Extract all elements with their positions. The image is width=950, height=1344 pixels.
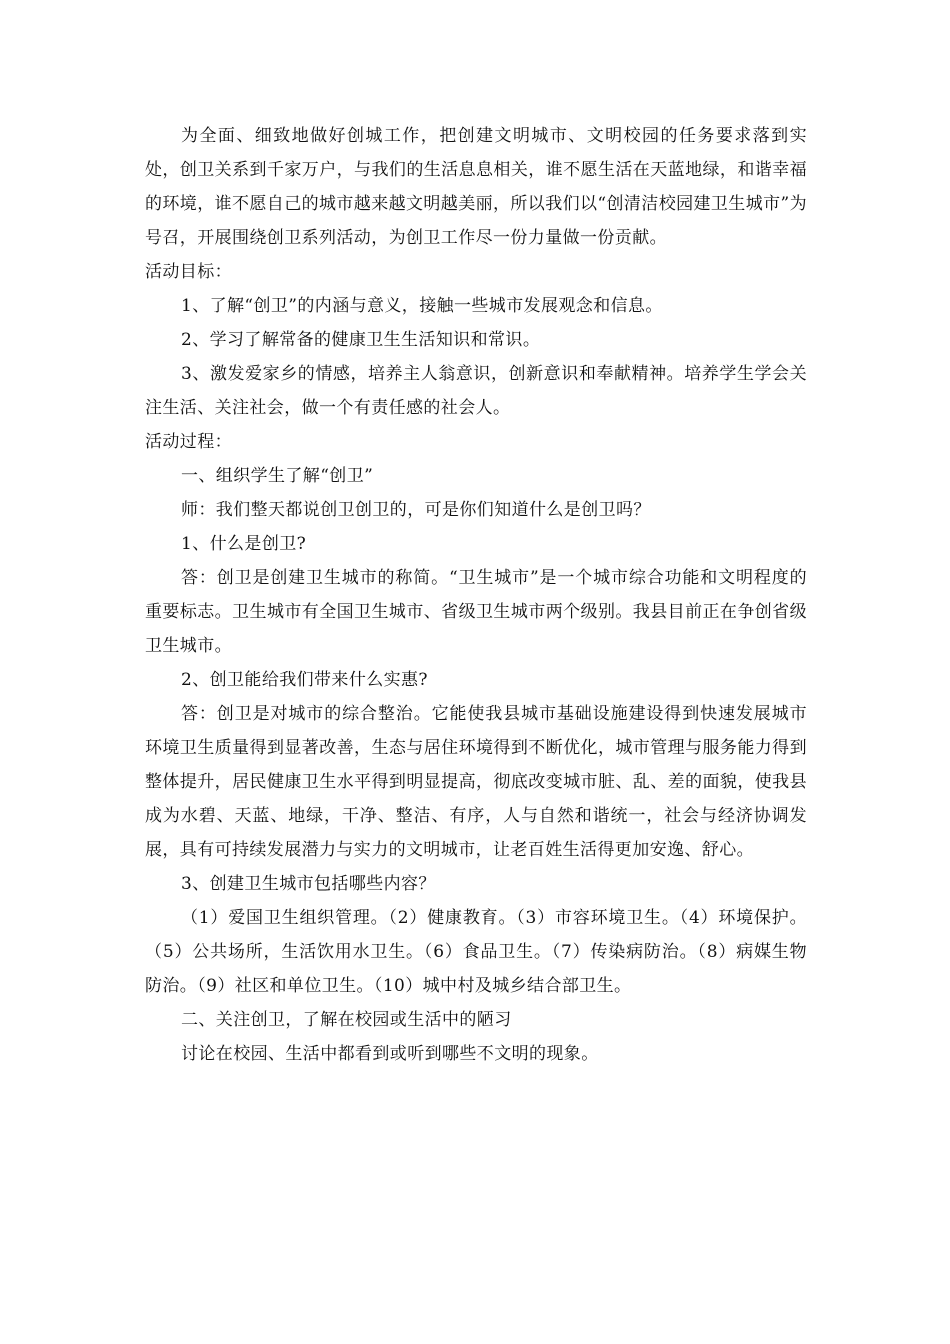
question-1: 1、什么是创卫? [181, 534, 307, 554]
section-heading-process: 活动过程： [145, 432, 232, 452]
teacher-question: 师：我们整天都说创卫创卫的，可是你们知道什么是创卫吗？ [181, 500, 651, 520]
goal-item-3: 3、激发爱家乡的情感，培养主人翁意识，创新意识和奉献精神。培养学生学会关注生活、关注社会，做一个有责任感的社会人。 [145, 364, 807, 418]
process-step-1-heading: 一、组织学生了解“创卫” [181, 466, 374, 486]
answer-2: 答：创卫是对城市的综合整治。它能使我县城市基础设施建设得到快速发展城市环境卫生质量得到显著改善，生态与居住环境得到不断优化，城市管理与服务能力得到整体提升，居民健康卫生水平得到明显提高，彻底改变城市脏、乱、差的面貌，使我县成为水碧、天蓝、地绿，干净、整洁、有序，人与自然和谐统一，社会与经济协调发展，具有可持续发展潜力与实力的文明城市，让老百姓生活得更加安逸、舒心。 [145, 704, 807, 860]
discussion-prompt: 讨论在校园、生活中都看到或听到哪些不文明的现象。 [181, 1044, 599, 1064]
answer-3-list: （1）爱国卫生组织管理。（2）健康教育。（3）市容环境卫生。（4）环境保护。（5）公共场所，生活饮用水卫生。（6）食品卫生。（7）传染病防治。（8）病媒生物防治。（9）社区和单位卫生。（10）城中村及城乡结合部卫生。 [145, 908, 807, 996]
document-body [145, 119, 807, 1071]
process-step-2-heading: 二、关注创卫，了解在校园或生活中的陋习 [181, 1010, 512, 1030]
intro-paragraph: 为全面、细致地做好创城工作，把创建文明城市、文明校园的任务要求落到实处，创卫关系到千家万户，与我们的生活息息相关，谁不愿生活在天蓝地绿，和谐幸福的环境，谁不愿自己的城市越来越文明越美丽，所以我们以“创清洁校园建卫生城市”为号召，开展围绕创卫系列活动，为创卫工作尽一份力量做一份贡献。 [145, 126, 807, 248]
answer-1: 答：创卫是创建卫生城市的称简。“卫生城市”是一个城市综合功能和文明程度的重要标志。卫生城市有全国卫生城市、省级卫生城市两个级别。我县目前正在争创省级卫生城市。 [145, 568, 807, 656]
goal-item-2: 2、学习了解常备的健康卫生生活知识和常识。 [181, 330, 541, 350]
section-heading-goals: 活动目标： [145, 262, 232, 282]
question-3: 3、创建卫生城市包括哪些内容？ [181, 874, 436, 894]
goal-item-1: 1、了解“创卫”的内涵与意义，接触一些城市发展观念和信息。 [181, 296, 663, 316]
question-2: 2、创卫能给我们带来什么实惠? [181, 670, 428, 690]
